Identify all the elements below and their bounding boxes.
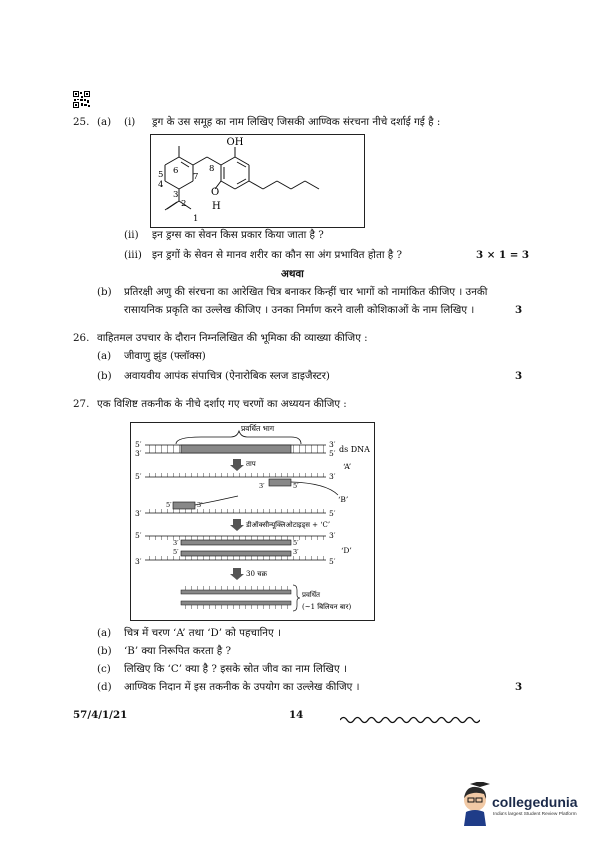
q25-sub-iii-text: इन ड्रगों के सेवन से मानव शरीर का कौन सा अंग प्रभावित होता है ? <box>152 249 403 261</box>
d2-5prime-right: 5′ <box>329 557 336 566</box>
carbon-number-3: 3 <box>173 190 179 200</box>
carbon-number-1: 1 <box>193 214 199 224</box>
q25-sub-iii-label: (iii) <box>124 249 142 261</box>
q26-b-label: (b) <box>97 370 112 382</box>
qr-code-icon <box>73 91 90 108</box>
chemical-structure-figure <box>150 134 365 228</box>
amplified-products <box>181 586 291 609</box>
q27-a-text: चित्र में चरण ‘A’ तथा ‘D’ को पहचानिए । <box>124 627 281 639</box>
step-b-label: ‘B’ <box>338 495 349 504</box>
brand-name: collegedunia <box>492 794 578 810</box>
d1-3prime-inner: 3′ <box>173 539 179 547</box>
page-number: 14 <box>289 709 304 721</box>
q25-number: 25. <box>73 116 90 128</box>
ds-dna-strands <box>145 445 326 453</box>
q26-number: 26. <box>73 332 90 344</box>
q27-d-text: आण्विक निदान में इस तकनीक के उपयोग का उल्लेख कीजिए । <box>124 681 360 693</box>
strand2-5prime-right: 5′ <box>329 509 336 518</box>
o-label: O <box>211 187 220 198</box>
q26-marks: 3 <box>515 370 523 382</box>
sep-3prime-right: 3′ <box>329 472 336 481</box>
q25-b-line1: प्रतिरक्षी अणु की संरचना का आरेखित चित्र बनाकर किन्हीं चार भागों को नामांकित कीजिए । उनकी <box>124 286 488 298</box>
q27-marks: 3 <box>515 681 523 693</box>
d1-5prime-inner: 5′ <box>293 539 299 547</box>
paper-code: 57/4/1/21 <box>73 709 128 721</box>
dntp-arrow-label: डीऑक्सीन्यूक्लिओटाइड्स + ‘C’ <box>246 521 331 529</box>
q25-part-a-label: (a) <box>97 116 112 128</box>
q25-b-marks: 3 <box>515 304 523 316</box>
oh-top-label: OH <box>226 137 244 148</box>
q27-d-label: (d) <box>97 681 112 693</box>
d1-5prime-left: 5′ <box>135 531 142 540</box>
q27-stem: एक विशिष्ट तकनीक के नीचे दर्शाए गए चरणों का अध्ययन कीजिए : <box>97 398 347 410</box>
ds-5prime-right: 5′ <box>329 449 336 458</box>
brand-tagline: India's largest Student Review Platform <box>493 812 577 817</box>
q26-a-label: (a) <box>97 350 112 362</box>
ds-3prime-left: 3′ <box>135 449 142 458</box>
q25-sub-i-label: (i) <box>124 116 136 128</box>
carbon-number-5: 5 <box>158 170 164 180</box>
h-label: H <box>212 201 221 212</box>
q27-a-label: (a) <box>97 627 112 639</box>
q25-b-line2: रासायनिक प्रकृति का उल्लेख कीजिए । उनका निर्माण करने वाली कोशिकाओं के नाम लिखिए । <box>124 304 475 316</box>
cycles-label: 30 चक्र <box>246 570 267 578</box>
q27-b-text: ‘B’ क्या निरूपित करता है ? <box>124 645 232 657</box>
d1-3prime-right: 3′ <box>329 531 336 540</box>
d2-5prime-inner: 5′ <box>173 548 179 556</box>
billion-times-label: (~1 बिलियन बार) <box>302 603 352 611</box>
q25-a-marks: 3 × 1 = 3 <box>476 249 530 261</box>
q27-number: 27. <box>73 398 90 410</box>
carbon-number-6: 6 <box>173 166 179 176</box>
sep-5prime-left: 5′ <box>135 472 142 481</box>
q25-sub-ii-text: इन ड्रग्स का सेवन किस प्रकार किया जाता है ? <box>152 229 324 241</box>
collegedunia-logo <box>460 782 580 828</box>
heat-arrow-label: ताप <box>246 460 256 468</box>
d2-3prime-inner: 3′ <box>293 548 299 556</box>
or-heading: अथवा <box>281 268 304 280</box>
ds-3prime-right: 3′ <box>329 440 336 449</box>
primer2-3prime: 3′ <box>197 501 203 509</box>
amplified-label: प्रवर्धित <box>302 591 320 599</box>
q25-stem: ड्रग के उस समूह का नाम लिखिए जिसकी आण्विक संरचना नीचे दर्शाई गई है : <box>152 116 441 128</box>
wave-divider-icon <box>340 710 480 720</box>
q27-c-label: (c) <box>97 663 111 675</box>
pcr-diagram <box>130 422 375 621</box>
strand2-3prime-left: 3′ <box>135 509 142 518</box>
q27-b-label: (b) <box>97 645 112 657</box>
carbon-number-7: 7 <box>193 172 199 182</box>
step-a-label: ‘A’ <box>343 462 352 471</box>
step-d-label: ‘D’ <box>341 546 352 555</box>
carbon-number-4: 4 <box>158 180 164 190</box>
primer-3prime: 3′ <box>259 482 265 490</box>
carbon-number-2: 2 <box>181 199 187 209</box>
amplified-region-label: प्रवर्धित भाग <box>241 424 275 433</box>
ds-dna-label: ds DNA <box>339 445 370 454</box>
d2-3prime-left: 3′ <box>135 557 142 566</box>
q25-part-b-label: (b) <box>97 286 112 298</box>
carbon-number-8: 8 <box>209 164 215 174</box>
q26-b-text: अवायवीय आपंक संपाचित्र (ऐनारोबिक स्लज डाइजैस्टर) <box>124 370 330 382</box>
primer2-5prime: 5′ <box>166 501 172 509</box>
primer-5prime: 5′ <box>293 482 299 490</box>
q26-a-text: जीवाणु झुंड (फ्लॉक्स) <box>124 350 206 362</box>
q27-c-text: लिखिए कि ‘C’ क्या है ? इसके स्रोत जीव का नाम लिखिए । <box>124 663 347 675</box>
q25-sub-ii-label: (ii) <box>124 229 139 241</box>
q26-stem: वाहितमल उपचार के दौरान निम्नलिखित की भूमिका की व्याख्या कीजिए : <box>97 332 368 344</box>
ds-5prime-left: 5′ <box>135 440 142 449</box>
